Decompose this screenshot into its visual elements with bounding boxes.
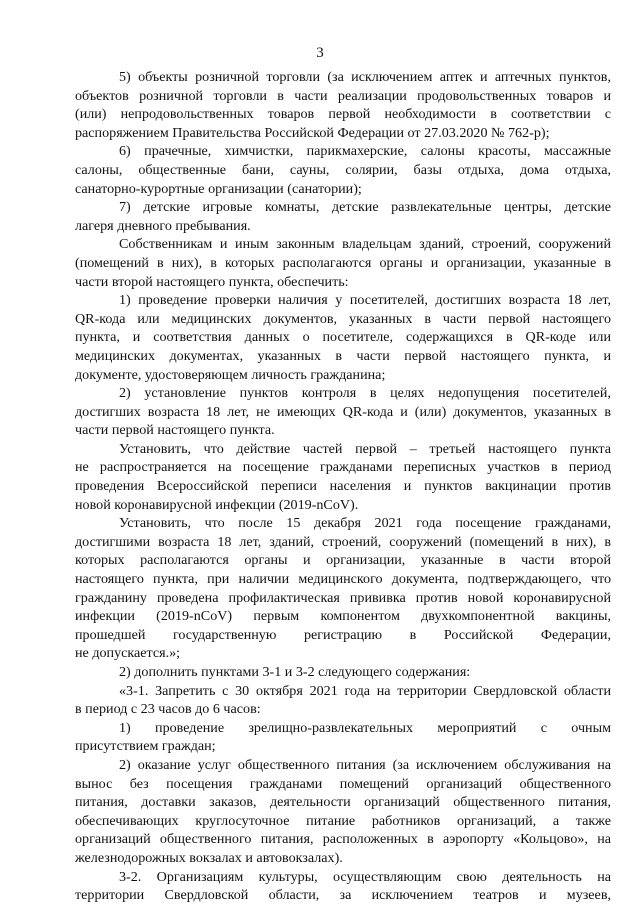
text-line: инфекции (2019-nCoV) первым компонентом двухкомпонентной вакцины, (75, 608, 611, 625)
text-line: 3-2. Организациям культуры, осуществляющим свою деятельность на (119, 868, 611, 885)
text-line: настоящего пункта, при наличии медицинского документа, подтверждающего, что (75, 571, 611, 588)
text-line: медицинских документах, указанных в части первой настоящего пункта, и (75, 347, 611, 364)
text-line: салоны, общественные бани, сауны, солярии, базы отдыха, дома отдыха, (75, 161, 611, 178)
text-line: «3-1. Запретить с 30 октября 2021 года на территории Свердловской области (119, 682, 611, 699)
text-line: достигшими возраста 18 лет, зданий, строений, сооружений (помещений в них), в (75, 533, 611, 550)
text-line: 2) оказание услуг общественного питания (за исключением обслуживания на (119, 756, 611, 773)
text-line: 2) установление пунктов контроля в целях недопущения посетителей, (119, 385, 611, 402)
text-line: 2) дополнить пунктами 3-1 и 3-2 следующего содержания: (119, 664, 471, 680)
text-line: объектов розничной торговли в части реализации продовольственных товаров и (75, 87, 611, 104)
text-line: гражданину проведена профилактическая прививка против новой коронавирусной (75, 589, 611, 606)
text-line: части второй настоящего пункта, обеспечить: (75, 273, 349, 290)
text-line: присутствием граждан; (75, 738, 216, 755)
text-line: питания, доставки заказов, деятельности организаций общественного питания, (75, 794, 611, 811)
text-line: санаторно-курортные организации (санатории); (75, 180, 362, 197)
text-line: (помещений в них), в которых располагаются органы и организации, указанные в (75, 254, 611, 271)
text-line: прошедшей государственную регистрацию в Российской Федерации, (75, 626, 611, 643)
text-line: Установить, что действие частей первой – третьей настоящего пункта (119, 440, 611, 457)
document-body (75, 68, 611, 905)
text-line: которых располагаются органы и организации, указанные в части второй (75, 552, 611, 569)
text-line: не распространяется на посещение гражданами переписных участков в период (75, 459, 611, 476)
text-line: (или) непродовольственных товаров первой необходимости в соответствии с (75, 106, 611, 123)
text-line: 1) проведение проверки наличия у посетителей, достигших возраста 18 лет, (119, 292, 611, 309)
text-line: пункта, и соответствия данных о посетителе, содержащихся в QR-коде или (75, 329, 611, 346)
text-line: QR-кода или медицинских документов, указанных в части первой настоящего (75, 310, 611, 327)
text-line: 1) проведение зрелищно-развлекательных мероприятий с очным (119, 719, 611, 736)
text-line: не допускается.»; (75, 645, 181, 662)
text-line: обеспечивающих круглосуточное питание работников организаций, а также (75, 812, 611, 829)
text-line: новой коронавирусной инфекции (2019-nCoV). (75, 496, 359, 513)
text-line: документе, удостоверяющем личность гражданина; (75, 366, 386, 383)
text-line: проведения Всероссийской переписи населения и пунктов вакцинации против (75, 478, 611, 495)
text-line: железнодорожных вокзалах и автовокзалах). (75, 849, 343, 866)
text-line: организаций общественного питания, расположенных в аэропорту «Кольцово», на (75, 831, 611, 848)
text-line: 6) прачечные, химчистки, парикмахерские, салоны красоты, массажные (119, 143, 611, 160)
text-line: Установить, что после 15 декабря 2021 года посещение гражданами, (119, 515, 611, 532)
text-line: территории Свердловской области, за исключением театров и музеев, (75, 887, 611, 904)
text-line: 5) объекты розничной торговли (за исключением аптек и аптечных пунктов, (119, 69, 611, 85)
text-line: 7) детские игровые комнаты, детские развлекательные центры, детские (119, 199, 611, 216)
text-line: части первой настоящего пункта. (75, 422, 275, 439)
page-number: 3 (316, 45, 324, 61)
text-line: Собственникам и иным законным владельцам зданий, строений, сооружений (119, 236, 611, 253)
text-line: распоряжением Правительства Российской Федерации от 27.03.2020 № 762-р); (75, 124, 550, 141)
text-line: лагеря дневного пребывания. (75, 217, 251, 234)
text-line: вынос без посещения гражданами помещений организаций общественного (75, 775, 611, 792)
text-line: в период с 23 часов до 6 часов: (75, 701, 261, 718)
text-line: достигших возраста 18 лет, не имеющих QR-кода и (или) документов, указанных в (75, 403, 611, 420)
